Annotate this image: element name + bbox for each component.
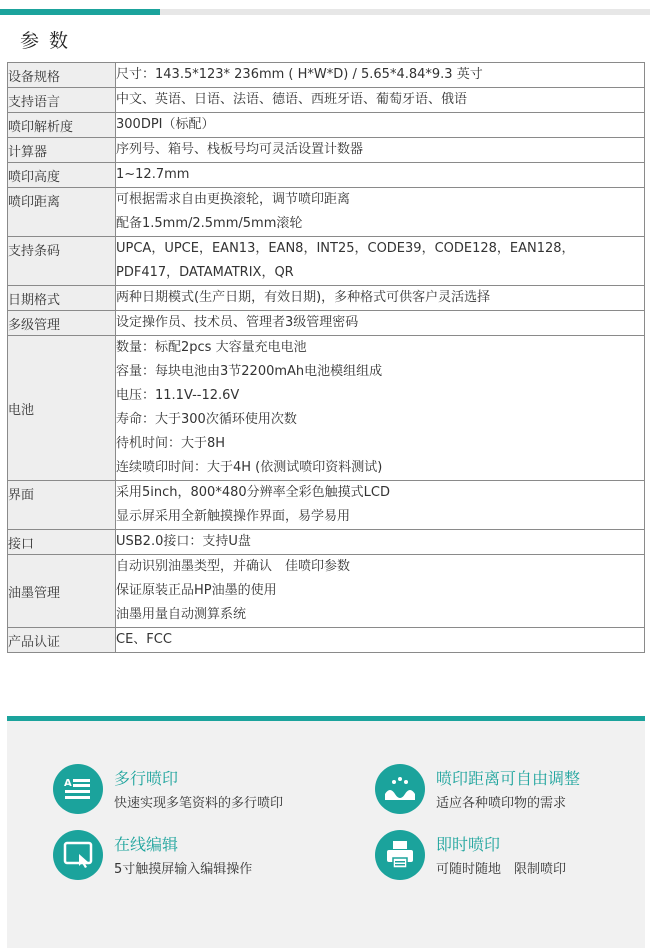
spec-value	[116, 628, 645, 653]
feature-description: 快速实现多笔资料的多行喷印	[114, 796, 284, 811]
spec-value	[116, 63, 645, 88]
spec-value	[116, 311, 645, 336]
feature-description: 适应各种喷印物的需求	[436, 796, 567, 811]
spec-value	[116, 188, 645, 237]
spec-key: 电池	[8, 336, 116, 481]
spec-value-line: UPCA，UPCE，EAN13，EAN8，INT25，CODE39，CODE128，EAN128，	[116, 241, 575, 256]
spec-table	[7, 62, 645, 653]
spec-value	[116, 163, 645, 188]
spec-row	[8, 555, 645, 628]
spec-value-line: 自动识别油墨类型，并确认 佳喷印参数	[116, 559, 351, 574]
spec-key: 支持条码	[8, 237, 116, 286]
spec-row	[8, 336, 645, 481]
spec-key: 界面	[8, 481, 116, 530]
top-divider-bar	[0, 9, 650, 15]
svg-text:A: A	[64, 778, 72, 789]
spec-row	[8, 188, 645, 237]
spec-value-line: PDF417，DATAMATRIX，QR	[116, 265, 294, 280]
spec-key: 支持语言	[8, 88, 116, 113]
spec-row	[8, 63, 645, 88]
spec-value-line: 配备1.5mm/2.5mm/5mm滚轮	[116, 216, 303, 231]
spec-value	[116, 138, 645, 163]
printer-icon	[375, 830, 425, 880]
spec-value	[116, 481, 645, 530]
spec-value-line: 油墨用量自动测算系统	[116, 607, 247, 622]
spec-value-line: 待机时间：大于8H	[116, 436, 226, 451]
multiline-text-icon	[53, 764, 103, 814]
spec-value-line: USB2.0接口：支持U盘	[116, 534, 251, 549]
spec-key: 接口	[8, 530, 116, 555]
spec-value-line: 两种日期模式(生产日期，有效日期)，多种格式可供客户灵活选择	[116, 290, 491, 305]
feature-title: 即时喷印	[436, 835, 501, 854]
spec-value-line: 中文、英语、日语、法语、德语、西班牙语、葡萄牙语、俄语	[116, 92, 468, 107]
feature-title: 喷印距离可自由调整	[436, 769, 581, 788]
spec-key: 喷印高度	[8, 163, 116, 188]
spec-value-line: CE、FCC	[116, 632, 172, 647]
page-title: 参 数	[20, 30, 71, 52]
spec-value	[116, 113, 645, 138]
touch-screen-icon	[53, 830, 103, 880]
spec-value-line: 保证原装正品HP油墨的使用	[116, 583, 277, 598]
spec-value-line: 序列号、箱号、栈板号均可灵活设置计数器	[116, 142, 364, 157]
spec-key: 油墨管理	[8, 555, 116, 628]
spec-row	[8, 237, 645, 286]
spec-row	[8, 286, 645, 311]
features-panel	[7, 716, 645, 948]
spec-key: 喷印解析度	[8, 113, 116, 138]
spec-value-line: 容量：每块电池由3节2200mAh电池模组组成	[116, 364, 383, 379]
spec-value	[116, 530, 645, 555]
wave-surface-icon	[375, 764, 425, 814]
spec-key: 日期格式	[8, 286, 116, 311]
feature-title: 多行喷印	[114, 769, 179, 788]
feature-description: 可随时随地 限制喷印	[436, 862, 567, 877]
spec-value	[116, 286, 645, 311]
feature-description: 5寸触摸屏输入编辑操作	[114, 862, 253, 877]
spec-row	[8, 311, 645, 336]
spec-value-line: 显示屏采用全新触摸操作界面，易学易用	[116, 509, 351, 524]
spec-key: 设备规格	[8, 63, 116, 88]
spec-row	[8, 138, 645, 163]
spec-value-line: 数量：标配2pcs 大容量充电电池	[116, 340, 307, 355]
feature-title: 在线编辑	[114, 835, 179, 854]
spec-row	[8, 163, 645, 188]
spec-value-line: 1~12.7mm	[116, 167, 190, 182]
spec-value-line: 寿命：大于300次循环使用次数	[116, 412, 297, 427]
spec-key: 多级管理	[8, 311, 116, 336]
spec-value-line: 300DPI（标配）	[116, 117, 215, 132]
top-divider-accent	[0, 9, 160, 15]
spec-value-line: 可根据需求自由更换滚轮，调节喷印距离	[116, 192, 351, 207]
spec-key: 喷印距离	[8, 188, 116, 237]
spec-value-line: 采用5inch，800*480分辨率全彩色触摸式LCD	[116, 485, 390, 500]
spec-value-line: 连续喷印时间：大于4H (依测试喷印资料测试)	[116, 460, 383, 475]
spec-value	[116, 336, 645, 481]
spec-row	[8, 481, 645, 530]
spec-value	[116, 88, 645, 113]
spec-row	[8, 530, 645, 555]
spec-row	[8, 628, 645, 653]
spec-key: 计算器	[8, 138, 116, 163]
spec-value-line: 电压：11.1V--12.6V	[116, 388, 240, 403]
spec-key: 产品认证	[8, 628, 116, 653]
spec-value-line: 设定操作员、技术员、管理者3级管理密码	[116, 315, 359, 330]
spec-value	[116, 555, 645, 628]
spec-value	[116, 237, 645, 286]
spec-row	[8, 113, 645, 138]
features-divider-bar	[7, 716, 645, 721]
spec-value-line: 尺寸：143.5*123* 236mm ( H*W*D) / 5.65*4.84*9.3 英寸	[116, 67, 483, 82]
spec-row	[8, 88, 645, 113]
